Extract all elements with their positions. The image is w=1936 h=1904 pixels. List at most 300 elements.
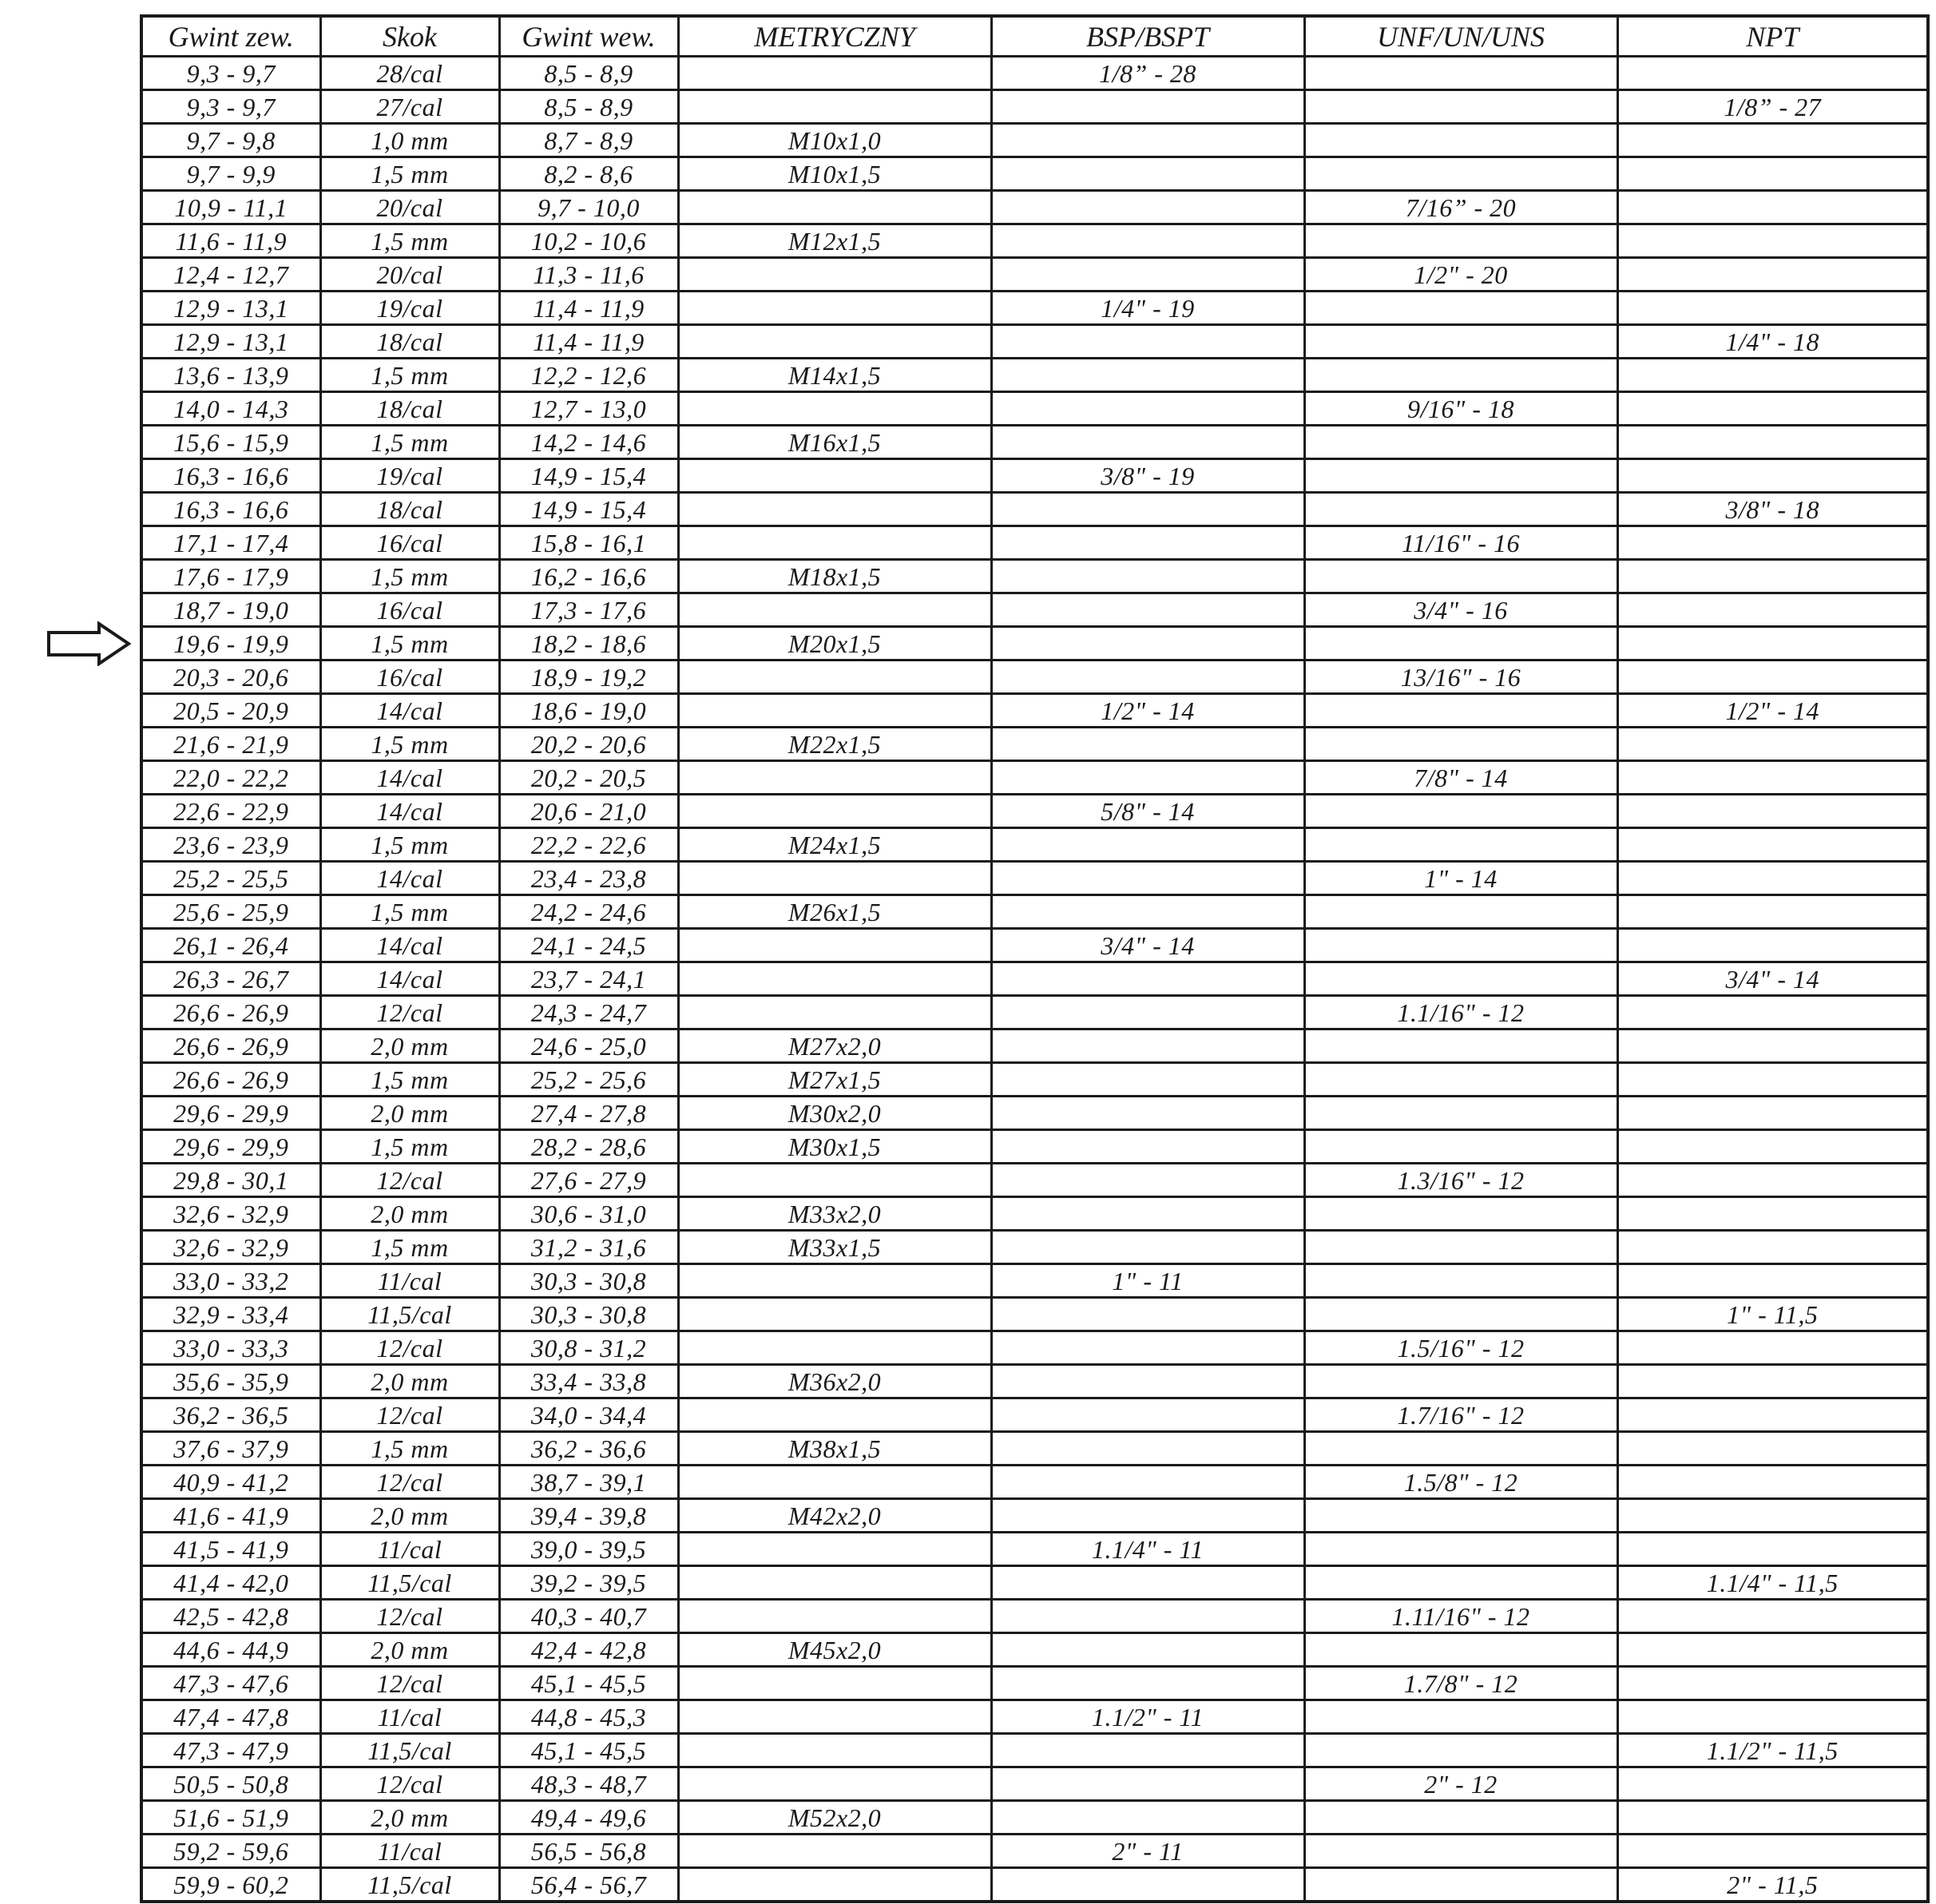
table-row	[141, 157, 1928, 191]
cell-metryczny	[678, 57, 991, 90]
cell-bsp-bspt	[991, 1767, 1304, 1801]
cell-metryczny: M22x1,5	[678, 728, 991, 761]
cell-gwint-wew: 31,2 - 31,6	[499, 1231, 678, 1264]
cell-gwint-zew: 13,6 - 13,9	[141, 359, 320, 392]
table-row	[141, 1801, 1928, 1835]
cell-metryczny	[678, 392, 991, 426]
cell-unf-un-uns: 13/16" - 16	[1304, 660, 1617, 694]
cell-skok: 2,0 mm	[320, 1801, 499, 1835]
table-row	[141, 1700, 1928, 1734]
table-row	[141, 761, 1928, 795]
cell-unf-un-uns: 11/16" - 16	[1304, 526, 1617, 560]
cell-unf-un-uns: 1.11/16" - 12	[1304, 1600, 1617, 1633]
cell-gwint-zew: 33,0 - 33,3	[141, 1331, 320, 1365]
cell-gwint-wew: 45,1 - 45,5	[499, 1734, 678, 1767]
cell-skok: 14/cal	[320, 929, 499, 962]
cell-bsp-bspt	[991, 627, 1304, 660]
cell-skok: 1,5 mm	[320, 560, 499, 593]
cell-gwint-wew: 28,2 - 28,6	[499, 1130, 678, 1164]
cell-metryczny: M36x2,0	[678, 1365, 991, 1398]
cell-npt	[1617, 929, 1928, 962]
cell-gwint-zew: 32,9 - 33,4	[141, 1298, 320, 1331]
cell-unf-un-uns	[1304, 1231, 1617, 1264]
cell-unf-un-uns	[1304, 1734, 1617, 1767]
cell-npt: 1/4" - 18	[1617, 325, 1928, 359]
cell-bsp-bspt	[991, 1600, 1304, 1633]
table-row	[141, 90, 1928, 124]
cell-skok: 27/cal	[320, 90, 499, 124]
cell-gwint-zew: 26,3 - 26,7	[141, 962, 320, 996]
cell-bsp-bspt	[991, 157, 1304, 191]
cell-bsp-bspt: 3/8" - 19	[991, 459, 1304, 493]
cell-skok: 12/cal	[320, 1164, 499, 1197]
cell-skok: 2,0 mm	[320, 1499, 499, 1533]
cell-unf-un-uns	[1304, 90, 1617, 124]
cell-skok: 1,5 mm	[320, 895, 499, 929]
table-row	[141, 459, 1928, 493]
cell-npt	[1617, 426, 1928, 459]
cell-unf-un-uns: 2" - 12	[1304, 1767, 1617, 1801]
cell-bsp-bspt	[991, 1063, 1304, 1097]
cell-npt	[1617, 191, 1928, 224]
table-row	[141, 728, 1928, 761]
cell-npt	[1617, 1063, 1928, 1097]
cell-unf-un-uns: 7/8" - 14	[1304, 761, 1617, 795]
table-body	[141, 57, 1928, 1902]
cell-bsp-bspt: 1" - 11	[991, 1264, 1304, 1298]
cell-npt	[1617, 1466, 1928, 1499]
cell-npt	[1617, 1365, 1928, 1398]
cell-gwint-wew: 23,7 - 24,1	[499, 962, 678, 996]
cell-npt: 1.1/2" - 11,5	[1617, 1734, 1928, 1767]
cell-gwint-zew: 41,5 - 41,9	[141, 1533, 320, 1566]
cell-gwint-wew: 42,4 - 42,8	[499, 1633, 678, 1667]
cell-gwint-zew: 26,6 - 26,9	[141, 1029, 320, 1063]
cell-metryczny	[678, 862, 991, 895]
cell-metryczny	[678, 660, 991, 694]
table-row	[141, 1466, 1928, 1499]
table-row	[141, 191, 1928, 224]
cell-skok: 11/cal	[320, 1264, 499, 1298]
cell-metryczny	[678, 795, 991, 828]
cell-skok: 14/cal	[320, 962, 499, 996]
cell-metryczny	[678, 1298, 991, 1331]
cell-gwint-zew: 59,9 - 60,2	[141, 1868, 320, 1902]
cell-skok: 20/cal	[320, 258, 499, 292]
cell-gwint-wew: 33,4 - 33,8	[499, 1365, 678, 1398]
cell-metryczny	[678, 1835, 991, 1868]
cell-npt	[1617, 57, 1928, 90]
cell-metryczny	[678, 1600, 991, 1633]
cell-unf-un-uns	[1304, 292, 1617, 325]
cell-metryczny	[678, 1533, 991, 1566]
cell-npt	[1617, 459, 1928, 493]
cell-gwint-zew: 33,0 - 33,2	[141, 1264, 320, 1298]
cell-bsp-bspt	[991, 1633, 1304, 1667]
cell-skok: 14/cal	[320, 694, 499, 728]
cell-gwint-zew: 26,1 - 26,4	[141, 929, 320, 962]
cell-gwint-wew: 17,3 - 17,6	[499, 593, 678, 627]
cell-unf-un-uns	[1304, 224, 1617, 258]
cell-gwint-wew: 8,5 - 8,9	[499, 90, 678, 124]
cell-metryczny	[678, 593, 991, 627]
cell-unf-un-uns: 1.5/8" - 12	[1304, 1466, 1617, 1499]
cell-unf-un-uns	[1304, 560, 1617, 593]
cell-unf-un-uns	[1304, 325, 1617, 359]
cell-gwint-zew: 12,4 - 12,7	[141, 258, 320, 292]
cell-metryczny	[678, 1466, 991, 1499]
table-row	[141, 1063, 1928, 1097]
cell-gwint-zew: 36,2 - 36,5	[141, 1398, 320, 1432]
cell-gwint-zew: 10,9 - 11,1	[141, 191, 320, 224]
cell-gwint-zew: 15,6 - 15,9	[141, 426, 320, 459]
table-row	[141, 694, 1928, 728]
cell-gwint-zew: 51,6 - 51,9	[141, 1801, 320, 1835]
table-row	[141, 1734, 1928, 1767]
cell-npt	[1617, 258, 1928, 292]
table-row	[141, 1164, 1928, 1197]
table-row	[141, 1398, 1928, 1432]
cell-unf-un-uns	[1304, 627, 1617, 660]
cell-npt	[1617, 359, 1928, 392]
cell-metryczny: M33x1,5	[678, 1231, 991, 1264]
cell-skok: 28/cal	[320, 57, 499, 90]
cell-gwint-wew: 24,6 - 25,0	[499, 1029, 678, 1063]
cell-unf-un-uns	[1304, 1835, 1617, 1868]
cell-bsp-bspt	[991, 493, 1304, 526]
cell-gwint-wew: 23,4 - 23,8	[499, 862, 678, 895]
cell-gwint-zew: 22,0 - 22,2	[141, 761, 320, 795]
cell-bsp-bspt	[991, 828, 1304, 862]
cell-unf-un-uns	[1304, 1264, 1617, 1298]
cell-npt	[1617, 1197, 1928, 1231]
cell-gwint-wew: 11,3 - 11,6	[499, 258, 678, 292]
cell-metryczny	[678, 1868, 991, 1902]
cell-gwint-zew: 9,7 - 9,8	[141, 124, 320, 157]
cell-bsp-bspt: 1.1/4" - 11	[991, 1533, 1304, 1566]
cell-metryczny	[678, 1398, 991, 1432]
cell-gwint-wew: 39,4 - 39,8	[499, 1499, 678, 1533]
cell-skok: 1,5 mm	[320, 359, 499, 392]
cell-gwint-zew: 16,3 - 16,6	[141, 459, 320, 493]
cell-gwint-wew: 24,1 - 24,5	[499, 929, 678, 962]
cell-bsp-bspt	[991, 962, 1304, 996]
table-row	[141, 1600, 1928, 1633]
cell-gwint-wew: 18,9 - 19,2	[499, 660, 678, 694]
cell-bsp-bspt	[991, 1130, 1304, 1164]
cell-gwint-zew: 37,6 - 37,9	[141, 1432, 320, 1466]
cell-skok: 1,5 mm	[320, 1130, 499, 1164]
cell-gwint-zew: 12,9 - 13,1	[141, 325, 320, 359]
cell-bsp-bspt	[991, 426, 1304, 459]
cell-skok: 2,0 mm	[320, 1097, 499, 1130]
cell-gwint-zew: 50,5 - 50,8	[141, 1767, 320, 1801]
cell-metryczny: M52x2,0	[678, 1801, 991, 1835]
cell-skok: 1,0 mm	[320, 124, 499, 157]
cell-metryczny	[678, 493, 991, 526]
cell-gwint-wew: 14,9 - 15,4	[499, 493, 678, 526]
cell-bsp-bspt	[991, 1398, 1304, 1432]
cell-gwint-wew: 8,5 - 8,9	[499, 57, 678, 90]
table-row	[141, 660, 1928, 694]
table-row	[141, 325, 1928, 359]
cell-skok: 12/cal	[320, 1466, 499, 1499]
cell-unf-un-uns	[1304, 1633, 1617, 1667]
cell-bsp-bspt	[991, 1029, 1304, 1063]
cell-gwint-zew: 42,5 - 42,8	[141, 1600, 320, 1633]
table-row	[141, 996, 1928, 1029]
cell-bsp-bspt	[991, 1566, 1304, 1600]
cell-gwint-wew: 48,3 - 48,7	[499, 1767, 678, 1801]
table-row	[141, 1533, 1928, 1566]
cell-npt	[1617, 1231, 1928, 1264]
cell-bsp-bspt	[991, 1499, 1304, 1533]
cell-gwint-wew: 30,3 - 30,8	[499, 1298, 678, 1331]
cell-gwint-zew: 29,6 - 29,9	[141, 1097, 320, 1130]
cell-npt	[1617, 1097, 1928, 1130]
cell-gwint-wew: 8,7 - 8,9	[499, 124, 678, 157]
cell-npt: 1/2" - 14	[1617, 694, 1928, 728]
cell-unf-un-uns: 1.7/8" - 12	[1304, 1667, 1617, 1700]
cell-npt	[1617, 895, 1928, 929]
cell-unf-un-uns	[1304, 1029, 1617, 1063]
cell-metryczny: M42x2,0	[678, 1499, 991, 1533]
cell-npt	[1617, 660, 1928, 694]
cell-gwint-wew: 18,6 - 19,0	[499, 694, 678, 728]
cell-gwint-zew: 41,4 - 42,0	[141, 1566, 320, 1600]
cell-bsp-bspt	[991, 392, 1304, 426]
cell-gwint-zew: 20,3 - 20,6	[141, 660, 320, 694]
table-row	[141, 1432, 1928, 1466]
cell-bsp-bspt	[991, 1667, 1304, 1700]
cell-unf-un-uns	[1304, 694, 1617, 728]
cell-skok: 16/cal	[320, 526, 499, 560]
cell-gwint-wew: 40,3 - 40,7	[499, 1600, 678, 1633]
cell-npt	[1617, 1633, 1928, 1667]
cell-metryczny	[678, 1164, 991, 1197]
table-row	[141, 526, 1928, 560]
cell-bsp-bspt	[991, 560, 1304, 593]
cell-gwint-wew: 24,2 - 24,6	[499, 895, 678, 929]
cell-unf-un-uns	[1304, 57, 1617, 90]
cell-gwint-wew: 14,2 - 14,6	[499, 426, 678, 459]
cell-skok: 1,5 mm	[320, 224, 499, 258]
cell-npt	[1617, 795, 1928, 828]
cell-skok: 12/cal	[320, 1667, 499, 1700]
cell-npt	[1617, 1264, 1928, 1298]
cell-bsp-bspt	[991, 191, 1304, 224]
cell-metryczny: M18x1,5	[678, 560, 991, 593]
cell-gwint-wew: 56,5 - 56,8	[499, 1835, 678, 1868]
cell-metryczny: M24x1,5	[678, 828, 991, 862]
cell-skok: 11/cal	[320, 1835, 499, 1868]
header-gwint-wew: Gwint wew.	[499, 16, 678, 57]
cell-gwint-zew: 47,3 - 47,6	[141, 1667, 320, 1700]
cell-gwint-zew: 35,6 - 35,9	[141, 1365, 320, 1398]
cell-gwint-zew: 19,6 - 19,9	[141, 627, 320, 660]
cell-unf-un-uns	[1304, 795, 1617, 828]
cell-skok: 11,5/cal	[320, 1566, 499, 1600]
cell-metryczny	[678, 90, 991, 124]
cell-metryczny	[678, 325, 991, 359]
table-row	[141, 359, 1928, 392]
arrow-right-outline-icon	[46, 621, 131, 666]
cell-gwint-wew: 11,4 - 11,9	[499, 292, 678, 325]
cell-skok: 14/cal	[320, 761, 499, 795]
table-row	[141, 1767, 1928, 1801]
cell-bsp-bspt	[991, 359, 1304, 392]
table-row	[141, 57, 1928, 90]
cell-bsp-bspt	[991, 1197, 1304, 1231]
cell-unf-un-uns	[1304, 157, 1617, 191]
cell-npt	[1617, 728, 1928, 761]
cell-npt: 3/4" - 14	[1617, 962, 1928, 996]
cell-metryczny: M30x2,0	[678, 1097, 991, 1130]
cell-skok: 1,5 mm	[320, 1063, 499, 1097]
cell-metryczny	[678, 1566, 991, 1600]
cell-bsp-bspt: 2" - 11	[991, 1835, 1304, 1868]
cell-metryczny	[678, 962, 991, 996]
cell-unf-un-uns	[1304, 895, 1617, 929]
cell-unf-un-uns	[1304, 728, 1617, 761]
header-metryczny: METRYCZNY	[678, 16, 991, 57]
cell-gwint-wew: 22,2 - 22,6	[499, 828, 678, 862]
cell-gwint-zew: 29,8 - 30,1	[141, 1164, 320, 1197]
cell-npt: 1" - 11,5	[1617, 1298, 1928, 1331]
cell-bsp-bspt	[991, 325, 1304, 359]
cell-unf-un-uns	[1304, 426, 1617, 459]
cell-gwint-wew: 39,0 - 39,5	[499, 1533, 678, 1566]
cell-skok: 1,5 mm	[320, 1432, 499, 1466]
cell-gwint-zew: 44,6 - 44,9	[141, 1633, 320, 1667]
cell-bsp-bspt	[991, 1868, 1304, 1902]
cell-npt	[1617, 996, 1928, 1029]
cell-gwint-wew: 34,0 - 34,4	[499, 1398, 678, 1432]
cell-metryczny	[678, 1767, 991, 1801]
cell-unf-un-uns	[1304, 828, 1617, 862]
cell-skok: 1,5 mm	[320, 627, 499, 660]
cell-bsp-bspt	[991, 124, 1304, 157]
header-row	[141, 16, 1928, 57]
cell-gwint-zew: 23,6 - 23,9	[141, 828, 320, 862]
cell-gwint-wew: 56,4 - 56,7	[499, 1868, 678, 1902]
cell-skok: 11,5/cal	[320, 1868, 499, 1902]
header-skok: Skok	[320, 16, 499, 57]
cell-gwint-wew: 15,8 - 16,1	[499, 526, 678, 560]
cell-gwint-zew: 17,1 - 17,4	[141, 526, 320, 560]
cell-gwint-zew: 14,0 - 14,3	[141, 392, 320, 426]
cell-skok: 11,5/cal	[320, 1298, 499, 1331]
cell-npt	[1617, 1130, 1928, 1164]
cell-unf-un-uns	[1304, 1063, 1617, 1097]
cell-bsp-bspt	[991, 1466, 1304, 1499]
cell-bsp-bspt	[991, 1734, 1304, 1767]
cell-gwint-wew: 27,6 - 27,9	[499, 1164, 678, 1197]
cell-gwint-wew: 45,1 - 45,5	[499, 1667, 678, 1700]
table-row	[141, 862, 1928, 895]
cell-npt	[1617, 560, 1928, 593]
table-row	[141, 1365, 1928, 1398]
cell-metryczny: M33x2,0	[678, 1197, 991, 1231]
cell-npt	[1617, 1029, 1928, 1063]
table-row	[141, 1130, 1928, 1164]
cell-skok: 18/cal	[320, 493, 499, 526]
cell-bsp-bspt: 5/8" - 14	[991, 795, 1304, 828]
table-row	[141, 1566, 1928, 1600]
cell-gwint-zew: 12,9 - 13,1	[141, 292, 320, 325]
header-npt: NPT	[1617, 16, 1928, 57]
cell-unf-un-uns	[1304, 493, 1617, 526]
cell-skok: 1,5 mm	[320, 728, 499, 761]
cell-npt	[1617, 1398, 1928, 1432]
cell-unf-un-uns: 9/16" - 18	[1304, 392, 1617, 426]
table-row	[141, 1029, 1928, 1063]
cell-gwint-wew: 9,7 - 10,0	[499, 191, 678, 224]
cell-skok: 12/cal	[320, 1767, 499, 1801]
cell-gwint-zew: 26,6 - 26,9	[141, 996, 320, 1029]
cell-bsp-bspt	[991, 1801, 1304, 1835]
cell-unf-un-uns	[1304, 1097, 1617, 1130]
cell-gwint-wew: 20,2 - 20,5	[499, 761, 678, 795]
cell-npt	[1617, 828, 1928, 862]
cell-unf-un-uns	[1304, 1566, 1617, 1600]
cell-bsp-bspt	[991, 895, 1304, 929]
cell-metryczny	[678, 761, 991, 795]
cell-gwint-wew: 44,8 - 45,3	[499, 1700, 678, 1734]
cell-npt	[1617, 862, 1928, 895]
cell-bsp-bspt	[991, 593, 1304, 627]
table-row	[141, 560, 1928, 593]
cell-bsp-bspt	[991, 1097, 1304, 1130]
cell-npt: 1/8” - 27	[1617, 90, 1928, 124]
cell-metryczny	[678, 694, 991, 728]
cell-unf-un-uns: 1.3/16" - 12	[1304, 1164, 1617, 1197]
cell-gwint-zew: 22,6 - 22,9	[141, 795, 320, 828]
cell-bsp-bspt	[991, 862, 1304, 895]
cell-npt	[1617, 1164, 1928, 1197]
cell-unf-un-uns	[1304, 1533, 1617, 1566]
cell-metryczny: M30x1,5	[678, 1130, 991, 1164]
cell-gwint-wew: 36,2 - 36,6	[499, 1432, 678, 1466]
cell-unf-un-uns	[1304, 1298, 1617, 1331]
cell-unf-un-uns: 1/2" - 20	[1304, 258, 1617, 292]
cell-gwint-wew: 27,4 - 27,8	[499, 1097, 678, 1130]
cell-unf-un-uns	[1304, 1868, 1617, 1902]
cell-gwint-wew: 30,3 - 30,8	[499, 1264, 678, 1298]
cell-npt	[1617, 1533, 1928, 1566]
cell-gwint-zew: 32,6 - 32,9	[141, 1231, 320, 1264]
cell-metryczny	[678, 191, 991, 224]
cell-npt	[1617, 157, 1928, 191]
cell-gwint-zew: 17,6 - 17,9	[141, 560, 320, 593]
cell-npt	[1617, 292, 1928, 325]
table-row	[141, 1633, 1928, 1667]
cell-metryczny: M14x1,5	[678, 359, 991, 392]
cell-gwint-zew: 59,2 - 59,6	[141, 1835, 320, 1868]
cell-bsp-bspt	[991, 1298, 1304, 1331]
cell-gwint-wew: 38,7 - 39,1	[499, 1466, 678, 1499]
cell-skok: 11/cal	[320, 1700, 499, 1734]
table-row	[141, 1298, 1928, 1331]
cell-npt	[1617, 1667, 1928, 1700]
table-row	[141, 627, 1928, 660]
cell-skok: 16/cal	[320, 660, 499, 694]
cell-gwint-wew: 12,2 - 12,6	[499, 359, 678, 392]
cell-unf-un-uns	[1304, 1499, 1617, 1533]
cell-metryczny: M16x1,5	[678, 426, 991, 459]
table-row	[141, 895, 1928, 929]
cell-npt	[1617, 1499, 1928, 1533]
